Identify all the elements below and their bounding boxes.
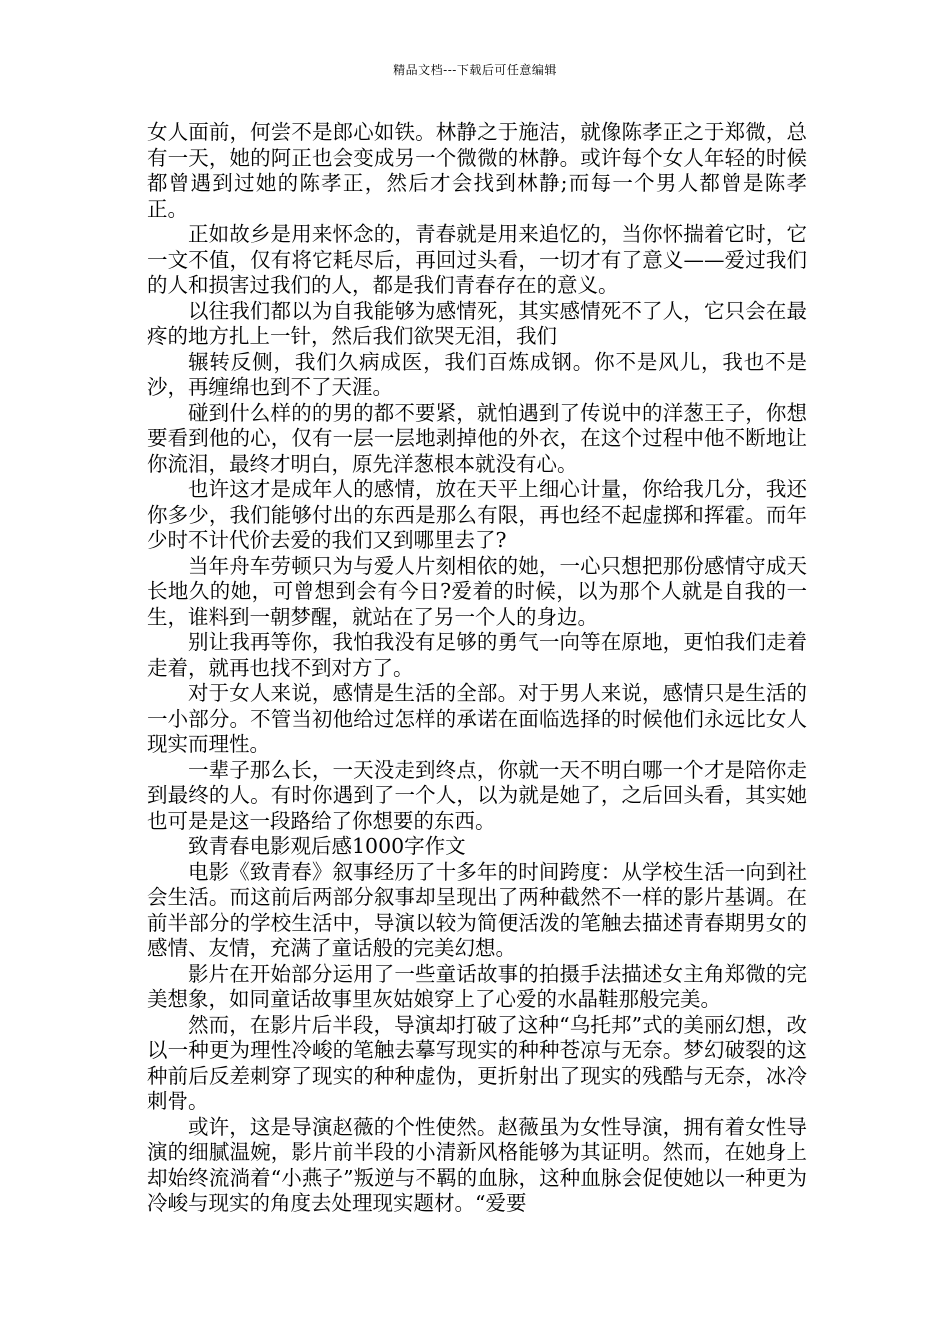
paragraph: 当年舟车劳顿只为与爱人片刻相依的她，一心只想把那份感情守成天长地久的她，可曾想到会有今日?爱着的时候，以为那个人就是自我的一生，谁料到一朝梦醒，就站在了另一个人的身边。 — [147, 553, 807, 629]
paragraph: 一辈子那么长，一天没走到终点，你就一天不明白哪一个才是陪你走到最终的人。有时你遇到了一个人，以为就是她了，之后回头看，其实她也可是是这一段路给了你想要的东西。 — [147, 757, 807, 833]
paragraph: 辗转反侧，我们久病成医，我们百炼成钢。你不是风儿，我也不是沙，再缠绵也到不了天涯。 — [147, 349, 807, 399]
section-heading: 致青春电影观后感1000字作文 — [188, 834, 466, 858]
paragraph: 女人面前，何尝不是郎心如铁。林静之于施洁，就像陈孝正之于郑微，总有一天，她的阿正也会变成另一个微微的林静。或许每个女人年轻的时候都曾遇到过她的陈孝正，然后才会找到林静;而每一个男人都曾是陈孝正。 — [147, 120, 807, 221]
paragraph: 对于女人来说，感情是生活的全部。对于男人来说，感情只是生活的一小部分。不管当初他给过怎样的承诺在面临选择的时候他们永远比女人现实而理性。 — [147, 681, 807, 756]
paragraph: 然而，在影片后半段，导演却打破了这种“乌托邦”式的美丽幻想，改以一种更为理性冷峻的笔触去摹写现实的种种苍凉与无奈。梦幻破裂的这种前后反差刺穿了现实的种种虚伪，更折射出了现实的残酷与无奈，冰冷刺骨。 — [147, 1012, 807, 1113]
paragraph: 碰到什么样的的男的都不要紧，就怕遇到了传说中的洋葱王子，你想要看到他的心，仅有一层一层地剥掉他的外衣，在这个过程中他不断地让你流泪，最终才明白，原先洋葱根本就没有心。 — [147, 400, 807, 476]
paragraph: 或许，这是导演赵薇的个性使然。赵薇虽为女性导演，拥有着女性导演的细腻温婉，影片前半段的小清新风格能够为其证明。然而，在她身上却始终流淌着“小燕子”叛逆与不羁的血脉，这种血脉会促使她以一种更为冷峻与现实的角度去处理现实题材。“爱要 — [147, 1114, 807, 1215]
paragraph: 正如故乡是用来怀念的，青春就是用来追忆的，当你怀揣着它时，它一文不值，仅有将它耗尽后，再回过头看，一切才有了意义——爱过我们的人和损害过我们的人，都是我们青春存在的意义。 — [147, 222, 807, 297]
paragraph: 也许这才是成年人的感情，放在天平上细心计量，你给我几分，我还你多少，我们能够付出的东西是那么有限，再也经不起虚掷和挥霍。而年少时不计代价去爱的我们又到哪里去了? — [147, 477, 807, 552]
paragraph: 别让我再等你，我怕我没有足够的勇气一向等在原地，更怕我们走着走着，就再也找不到对方了。 — [147, 630, 807, 680]
page-header: 精品文档---下载后可任意编辑 — [393, 63, 557, 77]
document-body — [147, 120, 807, 1217]
paragraph: 电影《致青春》叙事经历了十多年的时间跨度：从学校生活一向到社会生活。而这前后两部分叙事却呈现出了两种截然不一样的影片基调。在前半部分的学校生活中，导演以较为简便活泼的笔触去描述青春期男女的感情、友情，充满了童话般的完美幻想。 — [147, 859, 807, 960]
paragraph: 影片在开始部分运用了一些童话故事的拍摄手法描述女主角郑微的完美想象，如同童话故事里灰姑娘穿上了心爱的水晶鞋那般完美。 — [147, 961, 807, 1011]
paragraph: 以往我们都以为自我能够为感情死，其实感情死不了人，它只会在最疼的地方扎上一针，然后我们欲哭无泪，我们 — [147, 298, 807, 348]
